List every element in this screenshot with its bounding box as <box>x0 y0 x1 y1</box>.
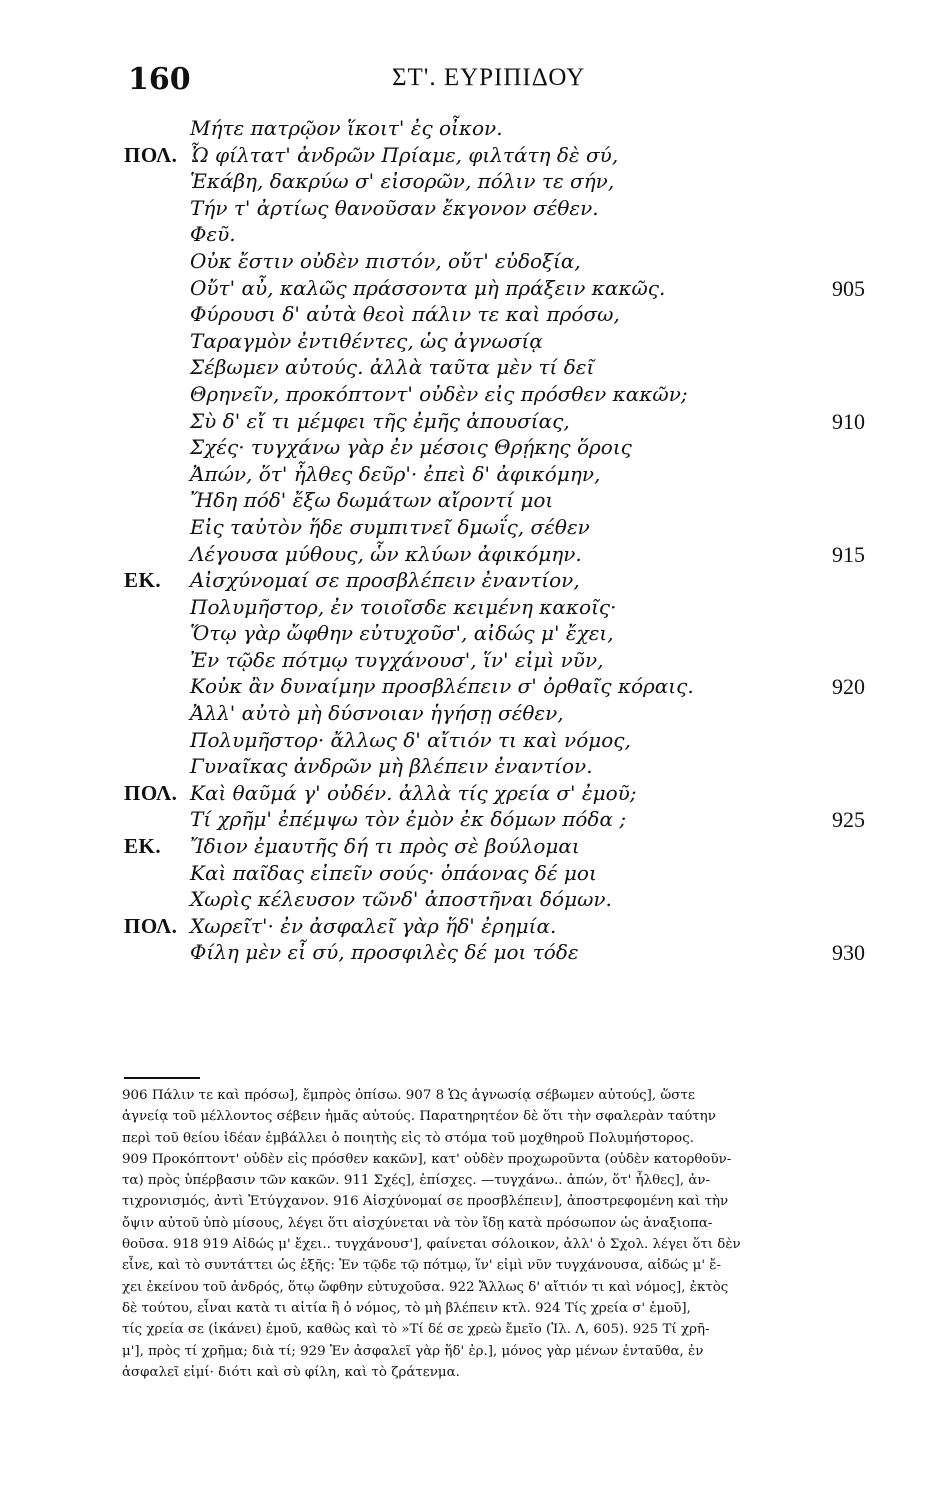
verse-line <box>0 595 927 622</box>
verse-line <box>0 435 927 462</box>
running-title: ΣΤ'. ΕΥΡΙΠΙΔΟΥ <box>392 64 586 91</box>
verse-line <box>0 701 927 728</box>
verse-text-line: Χωρεῖτ'· ἐν ἀσφαλεῖ γὰρ ἥδ' ἐρημία. <box>190 913 557 938</box>
footnote-line: 906 Πάλιν τε καὶ πρόσω], ἔμπρὸς ὀπίσω. 907 8 Ὡς ἀγνωσίᾳ σέβωμεν αὐτούς], ὥστε <box>122 1088 695 1103</box>
line-number: 915 <box>832 541 865 567</box>
verse-text-line: Φεῦ. <box>190 222 236 247</box>
verse-text-line: Ἀλλ' αὐτὸ μὴ δύσνοιαν ἡγήσῃ σέθεν, <box>190 701 564 726</box>
verse-line <box>0 249 927 276</box>
speaker-label: ΠΟΛ. <box>124 913 178 938</box>
verse-text-line: Κοὐκ ἂν δυναίμην προσβλέπειν σ' ὀρθαῖς κόραις. <box>190 674 694 699</box>
verse-text-line: Φύρουσι δ' αὐτὰ θεοὶ πάλιν τε καὶ πρόσω, <box>190 302 620 327</box>
footnote-rule <box>124 1077 200 1079</box>
verse-text-line: Εἰς ταὐτὸν ἥδε συμπιτνεῖ δμωΐς, σέθεν <box>190 514 590 539</box>
verse-line <box>0 728 927 755</box>
verse-line <box>0 542 927 569</box>
verse-text-line: Φίλη μὲν εἶ σύ, προσφιλὲς δέ μοι τόδε <box>190 940 579 965</box>
footnote-line: θοῦσα. 918 919 Αἰδώς μ' ἔχει.. τυγχάνουσ'], φαίνεται σόλοικον, ἀλλ' ὁ Σχολ. λέγει ὅτι δὲν <box>122 1237 741 1253</box>
verse-text-line: Ἤδη πόδ' ἔξω δωμάτων αἴροντί μοι <box>190 488 554 513</box>
line-number: 905 <box>832 275 865 301</box>
verse-line <box>0 940 927 967</box>
line-number: 930 <box>832 940 865 966</box>
verse-text-line: Πολυμῆστορ, ἐν τοιοῖσδε κειμένη κακοῖς· <box>190 594 617 619</box>
footnote-line: εἶνε, καὶ τὸ συντάττει ὡς ἑξῆς: Ἐν τῷδε τῷ πότμῳ, ἵν' εἰμὶ νῦν τυγχάνουσα, αἰδώς μ' ἔ- <box>122 1258 722 1274</box>
verse-line <box>0 116 927 143</box>
verse-line <box>0 302 927 329</box>
verse-line <box>0 196 927 223</box>
verse-text-line: Ταραγμὸν ἐντιθέντες, ὡς ἀγνωσίᾳ <box>190 328 543 353</box>
speaker-label: ΕΚ. <box>124 568 162 593</box>
verse-text-line: Σέβωμεν αὐτούς. ἀλλὰ ταῦτα μὲν τί δεῖ <box>190 355 595 380</box>
line-number: 910 <box>832 408 865 434</box>
verse-line <box>0 621 927 648</box>
speaker-label: ΠΟΛ. <box>124 780 178 805</box>
verse-line <box>0 914 927 941</box>
line-number: 920 <box>832 674 865 700</box>
verse-line <box>0 143 927 170</box>
verse-line <box>0 169 927 196</box>
verse-line <box>0 754 927 781</box>
verse-text-line: Καὶ παῖδας εἰπεῖν σούς· ὀπάονας δέ μοι <box>190 860 597 885</box>
verse-text-line: Ὅτῳ γὰρ ὤφθην εὐτυχοῦσ', αἰδώς μ' ἔχει, <box>190 621 614 646</box>
verse-line <box>0 382 927 409</box>
verse-line <box>0 329 927 356</box>
speaker-label: ΕΚ. <box>124 834 162 859</box>
footnote-line: ὄψιν αὐτοῦ ὑπὸ μίσους, λέγει ὅτι αἰσχύνεται νὰ τὸν ἴδῃ κατὰ πρόσωπον ὡς ἀναξιοπα- <box>122 1215 713 1231</box>
footnote-line: μ'], πρὸς τί χρῆμα; διὰ τί; 929 Ἐν ἀσφαλεῖ γὰρ ἥδ' ἐρ.], μόνος γὰρ μένων ἐνταῦθα, ἐν <box>122 1343 704 1359</box>
verse-text <box>0 116 927 967</box>
verse-text-line: Πολυμῆστορ· ἄλλως δ' αἴτιόν τι καὶ νόμος, <box>190 727 631 752</box>
verse-line <box>0 834 927 861</box>
footnote-line: τιχρονισμός, ἀντὶ Ἐτύγχανον. 916 Αἰσχύνομαί σε προσβλέπειν], ἀποστρεφομένη καὶ τὴν <box>122 1194 729 1210</box>
speaker-label: ΠΟΛ. <box>124 142 178 167</box>
footnote-line: περὶ τοῦ θείου ἰδέαν ἐμβάλλει ὁ ποιητὴς εἰς τὸ στόμα τοῦ μοχθηροῦ Πολυμήστορος. <box>122 1130 694 1146</box>
footnote-line: χει ἐκείνου τοῦ ἀνδρός, ὅτῳ ὤφθην εὐτυχοῦσα. 922 Ἄλλως δ' αἴτιόν τι καὶ νόμος], ἐκτὸς <box>122 1279 729 1295</box>
verse-line <box>0 222 927 249</box>
verse-text-line: Σὺ δ' εἴ τι μέμφει τῆς ἐμῆς ἀπουσίας, <box>190 408 570 433</box>
verse-text-line: Ὦ φίλτατ' ἀνδρῶν Πρίαμε, φιλτάτη δὲ σύ, <box>190 142 619 167</box>
verse-text-line: Λέγουσα μύθους, ὧν κλύων ἀφικόμην. <box>190 541 582 566</box>
verse-text-line: Καὶ θαῦμά γ' οὐδέν. ἀλλὰ τίς χρεία σ' ἐμοῦ; <box>190 780 637 805</box>
verse-line <box>0 276 927 303</box>
verse-text-line: Θρηνεῖν, προκόπτοντ' οὐδὲν εἰς πρόσθεν κακῶν; <box>190 381 688 406</box>
verse-text-line: Τήν τ' ἀρτίως θανοῦσαν ἔκγονον σέθεν. <box>190 195 599 220</box>
page-header <box>0 60 927 100</box>
verse-line <box>0 568 927 595</box>
verse-line <box>0 488 927 515</box>
verse-line <box>0 807 927 834</box>
verse-text-line: Χωρὶς κέλευσον τῶνδ' ἀποστῆναι δόμων. <box>190 887 612 912</box>
footnotes <box>122 1085 864 1383</box>
verse-text-line: Ἐν τῷδε πότμῳ τυγχάνουσ', ἵν' εἰμὶ νῦν, <box>190 647 604 672</box>
verse-text-line: Ἀπών, ὅτ' ἦλθες δεῦρ'· ἐπεὶ δ' ἀφικόμην, <box>190 461 601 486</box>
page-number: 160 <box>128 62 191 97</box>
verse-line <box>0 887 927 914</box>
verse-text-line: Ἴδιον ἐμαυτῆς δή τι πρὸς σὲ βούλομαι <box>190 834 580 859</box>
footnote-line: ἀσφαλεῖ εἰμί· διότι καὶ σὺ φίλη, καὶ τὸ ζράτενμα. <box>122 1364 460 1380</box>
verse-text-line: Οὐκ ἔστιν οὐδὲν πιστόν, οὔτ' εὐδοξία, <box>190 248 581 273</box>
verse-line <box>0 355 927 382</box>
verse-text-line: Γυναῖκας ἀνδρῶν μὴ βλέπειν ἐναντίον. <box>190 754 593 779</box>
footnote-line: ἀγνείᾳ τοῦ μέλλοντος σέβειν ἡμᾶς αὐτούς. Παρατηρητέον δὲ ὅτι τὴν σφαλερὰν ταύτην <box>122 1109 716 1125</box>
verse-line <box>0 781 927 808</box>
verse-text-line: Αἰσχύνομαί σε προσβλέπειν ἐναντίον, <box>190 568 580 593</box>
verse-text-line: Μήτε πατρῷον ἵκοιτ' ἐς οἶκον. <box>190 116 503 140</box>
verse-text-line: Τί χρῆμ' ἐπέμψω τὸν ἐμὸν ἐκ δόμων πόδα ; <box>190 807 627 832</box>
verse-line <box>0 648 927 675</box>
footnote-line: τίς χρεία σε (ἱκάνει) ἐμοῦ, καθὼς καὶ τὸ »Τί δέ σε χρεὼ ἔμεῖο (Ἰλ. Λ, 605). 925 Τί χρῆ- <box>122 1322 710 1338</box>
footnote-line: τα) πρὸς ὑπέρβασιν τῶν κακῶν. 911 Σχές], ἐπίσχες. —τυγχάνω.. ἀπών, ὅτ' ἦλθες], ἀν- <box>122 1173 711 1189</box>
footnote-line: δὲ τούτου, εἶναι κατὰ τι αἰτία ἢ ὁ νόμος, τὸ μὴ βλέπειν κτλ. 924 Τίς χρεία σ' ἐμοῦ], <box>122 1300 691 1316</box>
line-number: 925 <box>832 807 865 833</box>
verse-line <box>0 515 927 542</box>
verse-text-line: Ἑκάβη, δακρύω σ' εἰσορῶν, πόλιν τε σήν, <box>190 169 615 194</box>
verse-text-line: Οὔτ' αὖ, καλῶς πράσσοντα μὴ πράξειν κακῶς. <box>190 275 666 300</box>
verse-line <box>0 674 927 701</box>
verse-text-line: Σχές· τυγχάνω γὰρ ἐν μέσοις Θρῄκης ὅροις <box>190 435 632 460</box>
verse-line <box>0 462 927 489</box>
footnote-line: 909 Προκόπτοντ' οὐδὲν εἰς πρόσθεν κακῶν], κατ' οὐδὲν προχωροῦντα (οὐδὲν κατορθοῦν- <box>122 1151 732 1167</box>
verse-line <box>0 861 927 888</box>
verse-line <box>0 409 927 436</box>
